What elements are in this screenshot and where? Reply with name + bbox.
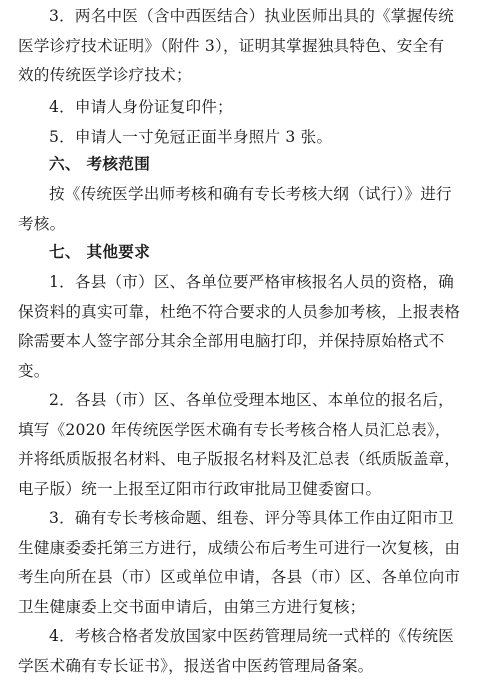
text-line: 1．各县（市）区、各单位要严格审核报名人员的资格，确	[49, 273, 454, 291]
paragraph-item-4-id-copy	[18, 93, 478, 123]
text-line: 2．各县（市）区、各单位受理本地区、本单位的报名后，	[49, 391, 454, 409]
text-line: 3．两名中医（含中西医结合）执业医师出具的《掌握传统	[49, 7, 454, 25]
paragraph-item-5-photo	[18, 123, 478, 153]
section-6-heading: 六、 考核范围	[49, 155, 151, 173]
text-line: 学医术确有专长证书》，报送省中医药管理局备案。	[18, 656, 374, 675]
text-line: 除需要本人签字部分其余全部用电脑打印，并保持原始格式不	[18, 332, 445, 351]
text-line: 考生向所在县（市）区或单位申请，各县（市）区、各单位向市	[18, 568, 461, 587]
section-7-item-1	[18, 268, 478, 386]
text-line: 效的传统医学诊疗技术；	[18, 66, 192, 85]
text-line: 填写《2020 年传统医学医术确有专长考核合格人员汇总表》，	[18, 420, 451, 439]
text-line: 考核。	[18, 214, 66, 233]
paragraph-item-3-certificate	[18, 2, 478, 91]
section-7-heading: 七、 其他要求	[49, 243, 151, 261]
section-7-item-3	[18, 504, 478, 622]
section-7-item-2	[18, 386, 478, 504]
text-line: 生健康委委托第三方进行，成绩公布后考生可进行一次复核，由	[18, 538, 461, 557]
text-line: 4．申请人身份证复印件；	[49, 98, 233, 116]
text-line: 5．申请人一寸免冠正面半身照片 3 张。	[49, 128, 333, 146]
section-6-body	[18, 180, 478, 239]
text-line: 3．确有专长考核命题、组卷、评分等具体工作由辽阳市卫	[49, 509, 454, 527]
text-line: 4．考核合格者发放国家中医药管理局统一式样的《传统医	[49, 627, 454, 645]
text-line: 电子版）统一上报至辽阳市行政审批局卫健委窗口。	[18, 479, 382, 498]
section-7-item-4	[18, 622, 478, 681]
text-line: 按《传统医学出师考核和确有专长考核大纲（试行）》进行	[49, 185, 452, 203]
text-line: 并将纸质版报名材料、电子版报名材料及汇总表（纸质版盖章，	[18, 450, 461, 469]
text-line: 医学诊疗技术证明》（附件 3），证明其掌握独具特色、安全有	[18, 36, 445, 55]
text-line: 卫生健康委上交书面申请后，由第三方进行复核；	[18, 597, 366, 616]
text-line: 变。	[18, 361, 50, 380]
text-line: 保资料的真实可靠，杜绝不符合要求的人员参加考核，上报表格	[18, 302, 461, 321]
